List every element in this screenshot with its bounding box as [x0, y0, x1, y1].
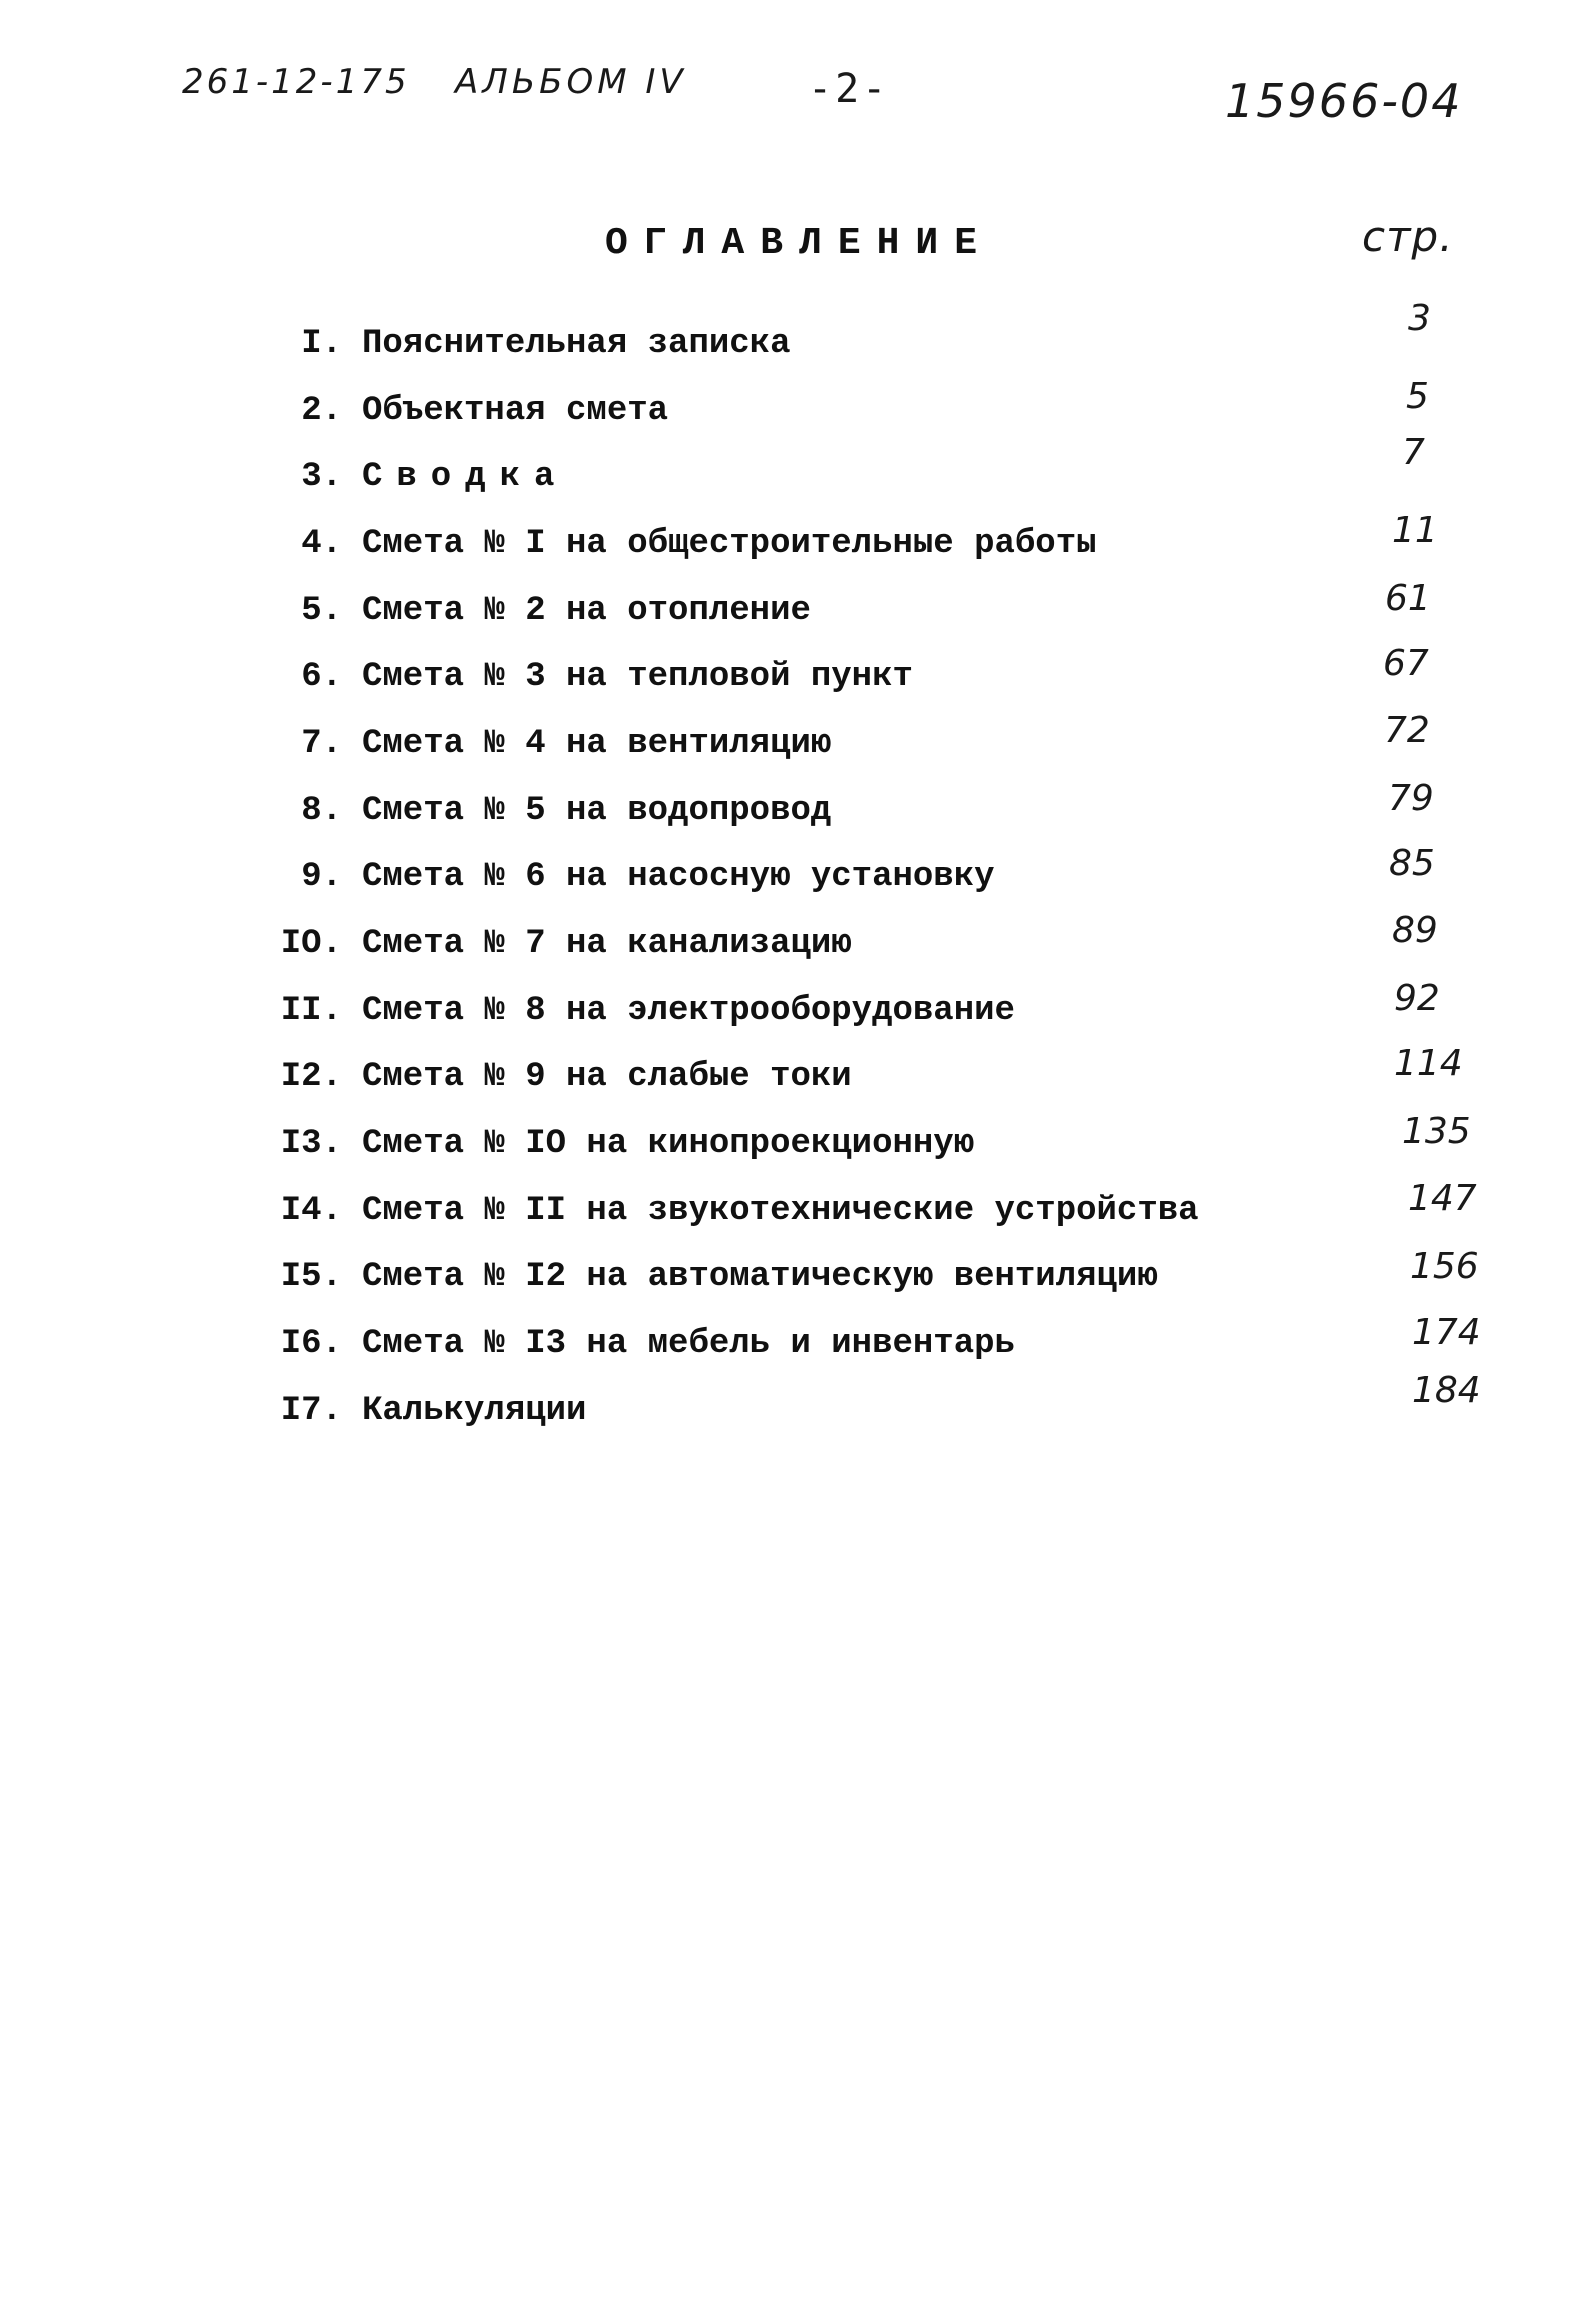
document-code: 261-12-175 — [182, 62, 410, 102]
toc-item-number: 9. — [301, 858, 342, 896]
toc-item-title: Смета № II на звукотехнические устройства — [362, 1192, 1199, 1230]
toc-item-title: Смета № I3 на мебель и инвентарь — [362, 1325, 1015, 1363]
toc-item-number: 8. — [301, 792, 342, 830]
toc-page-column-header: стр. — [1362, 212, 1454, 261]
toc-item-page: 135 — [1402, 1111, 1471, 1152]
toc-item-title: Смета № 7 на канализацию — [362, 925, 852, 963]
toc-item-title: Смета № 4 на вентиляцию — [362, 725, 832, 763]
page-number: -2- — [808, 66, 890, 112]
toc-item-number: I4. — [280, 1192, 342, 1230]
toc-item-number: 3. — [301, 458, 342, 496]
toc-item-number: IO. — [280, 925, 342, 963]
toc-item-page: 156 — [1410, 1246, 1479, 1287]
toc-title: ОГЛАВЛЕНИЕ — [605, 222, 994, 265]
toc-item-title: Смета № 5 на водопровод — [362, 792, 832, 830]
toc-item-number: I7. — [280, 1392, 342, 1430]
toc-item-page: 79 — [1388, 778, 1434, 819]
toc-item-number: I5. — [280, 1258, 342, 1296]
toc-item-number: I. — [301, 325, 342, 363]
toc-item-title: Калькуляции — [362, 1392, 587, 1430]
toc-item-title: Смета № 9 на слабые токи — [362, 1058, 852, 1096]
toc-item-page: 114 — [1394, 1043, 1463, 1084]
toc-item-title: Смета № I2 на автоматическую вентиляцию — [362, 1258, 1158, 1296]
toc-item-number: I6. — [280, 1325, 342, 1363]
registration-number: 15966-04 — [1225, 74, 1463, 128]
toc-item-page: 174 — [1412, 1312, 1481, 1353]
toc-item-number: II. — [280, 992, 342, 1030]
toc-item-page: 61 — [1385, 578, 1431, 619]
toc-item-number: 7. — [301, 725, 342, 763]
toc-item-number: I3. — [280, 1125, 342, 1163]
toc-item-number: 4. — [301, 525, 342, 563]
toc-item-title: Смета № 2 на отопление — [362, 592, 811, 630]
toc-item-page: 7 — [1402, 432, 1425, 473]
toc-item-number: I2. — [280, 1058, 342, 1096]
toc-item-page: 184 — [1412, 1370, 1481, 1411]
toc-item-title: Объектная смета — [362, 392, 669, 430]
toc-item-title: Сводка — [362, 458, 569, 496]
toc-item-page: 11 — [1392, 510, 1438, 551]
toc-item-title: Пояснительная записка — [362, 325, 791, 363]
toc-item-number: 6. — [301, 658, 342, 696]
toc-item-title: Смета № 6 на насосную установку — [362, 858, 995, 896]
toc-item-page: 85 — [1389, 843, 1435, 884]
toc-item-title: Смета № IO на кинопроекционную — [362, 1125, 975, 1163]
toc-item-page: 5 — [1406, 376, 1429, 417]
toc-item-page: 3 — [1408, 298, 1431, 339]
toc-item-number: 2. — [301, 392, 342, 430]
toc-item-page: 89 — [1392, 910, 1438, 951]
album-label: АЛЬБОМ IV — [455, 62, 687, 102]
toc-item-title: Смета № 3 на тепловой пункт — [362, 658, 913, 696]
toc-item-page: 147 — [1408, 1178, 1477, 1219]
toc-item-page: 72 — [1384, 710, 1430, 751]
toc-item-title: Смета № 8 на электрооборудование — [362, 992, 1015, 1030]
toc-item-page: 67 — [1383, 643, 1429, 684]
toc-item-title: Смета № I на общестроительные работы — [362, 525, 1097, 563]
toc-item-page: 92 — [1394, 978, 1440, 1019]
toc-item-number: 5. — [301, 592, 342, 630]
